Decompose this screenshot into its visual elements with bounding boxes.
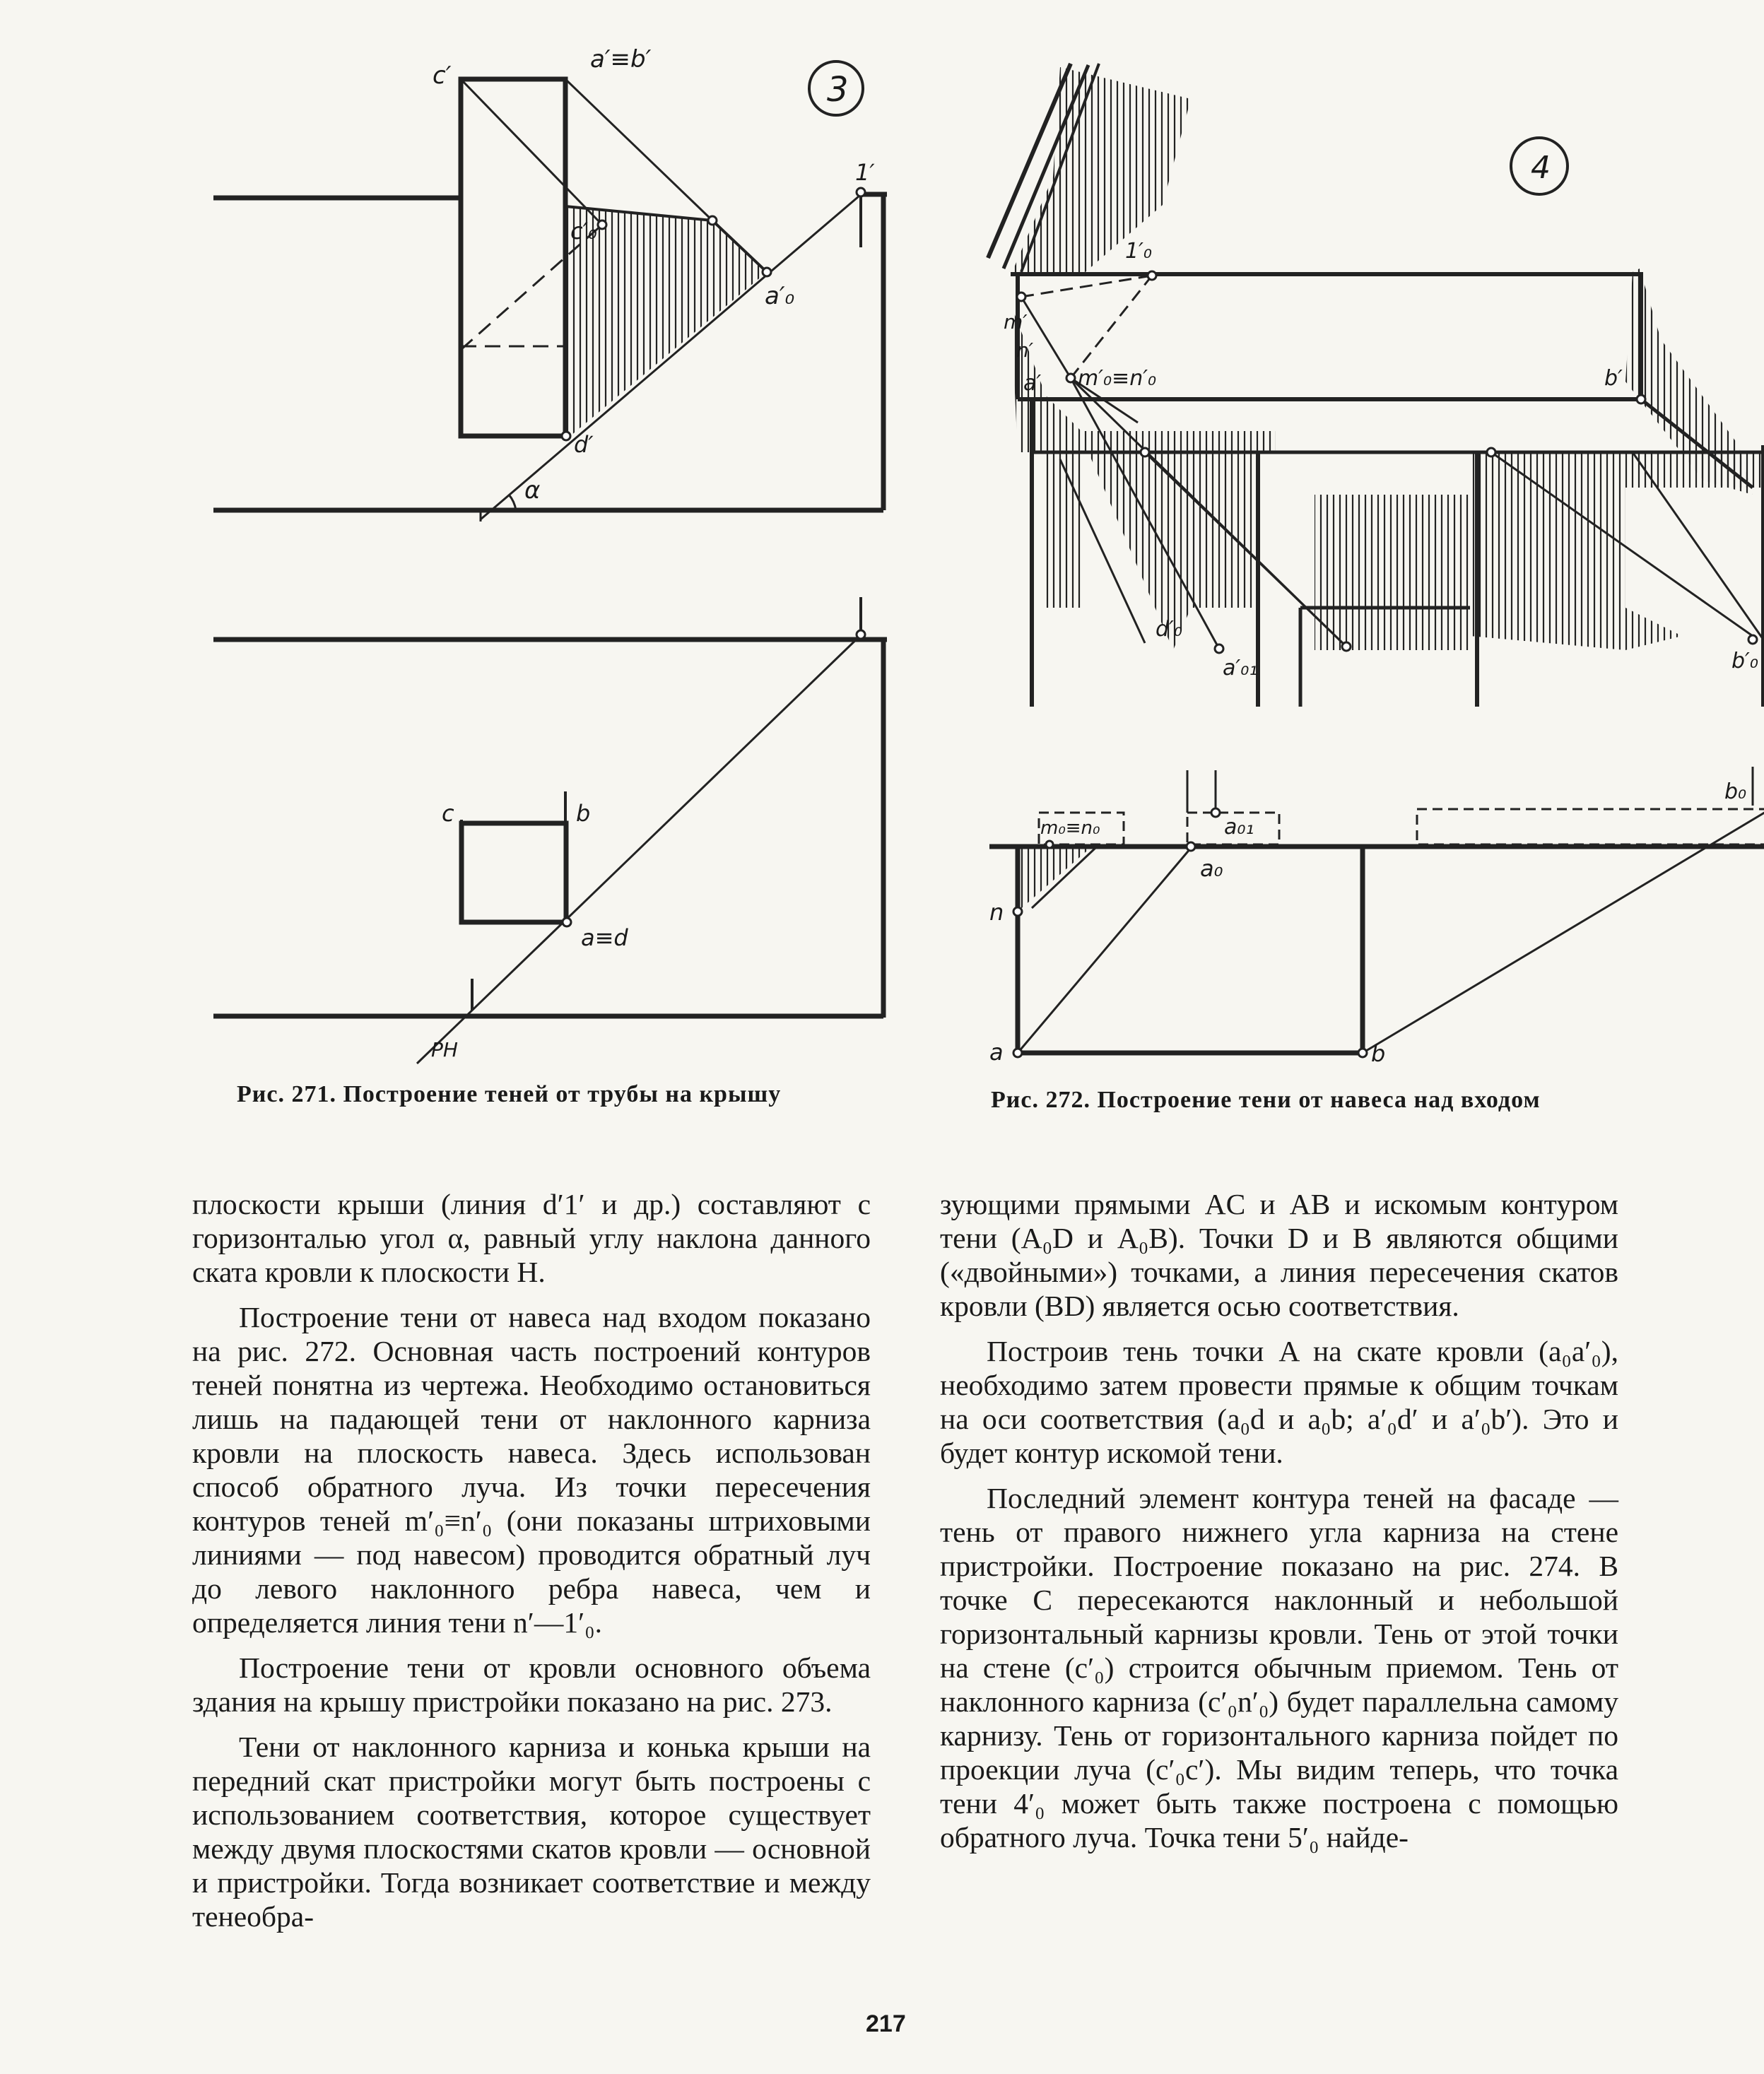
label-b-plan: b xyxy=(1371,1040,1386,1067)
label-ph: PH xyxy=(431,1038,458,1061)
label-a-plan: a xyxy=(989,1039,1004,1066)
figure-272 xyxy=(919,0,1764,1102)
paragraph: Построение тени от навеса над входом показано на рис. 272. Основная часть построений контуров теней понятна из чертежа. Необходимо остановиться лишь на падающей тени от наклонного карниза кровли на плоскость навеса. Здесь использован способ обратного луча. Из точки пересечения контуров теней m′₀≡n′₀ (они показаны штриховыми линиями — под навесом) проводится обратный луч до левого наклонного ребра навеса, чем и определяется линия тени n′—1′₀. xyxy=(192,1301,871,1639)
label-mn0: m₀≡n₀ xyxy=(1040,818,1100,839)
label-c-prime: c′ xyxy=(433,61,452,90)
paragraph: зующими прямыми AC и AB и искомым контуром тени (A₀D и A₀B). Точки D и B являются общими («двойными») точками, а линия пересечения скатов кровли (BD) является осью соответствия. xyxy=(940,1188,1618,1322)
label-b-prime: b′ xyxy=(1604,366,1623,391)
text-column-right xyxy=(940,1187,1618,1866)
label-1-prime: 1′ xyxy=(855,159,875,186)
label-a01-prime: a′₀₁ xyxy=(1223,656,1258,680)
text-column-left xyxy=(192,1187,871,1945)
label-d-prime: d′ xyxy=(574,431,594,458)
paragraph: плоскости крыши (линия d′1′ и др.) составляют с горизонталью угол α, равный углу наклона данного ската кровли к плоскости H. xyxy=(192,1188,871,1288)
label-n-plan: n xyxy=(989,899,1004,926)
label-a0: a′₀ xyxy=(765,282,795,310)
label-ab-prime: a′≡b′ xyxy=(590,45,652,73)
paragraph: Тени от наклонного карниза и конька крыши на передний скат пристройки могут быть построены с использованием соответствия, которое существует между двумя плоскостями скатов кровли — основной и пристройки. Тогда возникает соответствие и между тенеобра- xyxy=(192,1731,871,1933)
label-mn: m′₀≡n′₀ xyxy=(1078,366,1157,391)
label-d0: d′₀ xyxy=(1156,617,1182,642)
figure-272-drawing xyxy=(919,0,1764,1102)
paragraph: Построив тень точки A на скате кровли (a₀a′₀), необходимо затем провести прямые к общим точкам на оси соответствия (a₀d и a₀b; a′₀d′ и a′₀b′). Это и будет контур искомой тени. xyxy=(940,1335,1618,1469)
label-b0: b₀ xyxy=(1724,779,1747,804)
label-b: b xyxy=(576,800,591,827)
label-c: c xyxy=(442,800,454,827)
caption-272: Рис. 272. Построение тени от навеса над входом xyxy=(991,1087,1541,1113)
label-a01: a₀₁ xyxy=(1224,815,1254,839)
label-m: m′ xyxy=(1004,310,1028,334)
label-n: n′ xyxy=(1016,338,1034,362)
label-a0: a₀ xyxy=(1200,855,1223,882)
label-b0-prime: b′₀ xyxy=(1731,649,1758,673)
paragraph: Построение тени от кровли основного объема здания на крышу пристройки показано на рис. 273. xyxy=(192,1651,871,1718)
label-alpha: α xyxy=(524,476,541,505)
caption-271: Рис. 271. Построение теней от трубы на крышу xyxy=(237,1081,782,1107)
label-ad: a≡d xyxy=(581,924,628,951)
figure-271-drawing xyxy=(0,0,919,1074)
badge-number: 4 xyxy=(1531,150,1551,186)
page-number: 217 xyxy=(866,2010,906,2037)
label-c0: c′₀ xyxy=(570,218,597,244)
figure-271 xyxy=(0,0,919,1074)
label-1-0: 1′₀ xyxy=(1125,239,1152,264)
badge-number: 3 xyxy=(827,70,849,110)
label-a-prime: a′ xyxy=(1023,371,1042,396)
paragraph: Последний элемент контура теней на фасаде — тень от правого нижнего угла карниза на стене пристройки. Построение показано на рис. 274. В точке C пересекаются наклонный и небольшой горизонтальный карнизы кровли. Тень от этой точки на стене (c′₀) строится обычным приемом. Тень от наклонного карниза (c′₀n′₀) будет параллельна самому карнизу. Тень от горизонтального карниза пойдет по проекции луча (c′₀c′). Мы видим теперь, что точка тени 4′₀ может быть также построена с помощью обратного луча. Точка тени 5′₀ найде- xyxy=(940,1482,1618,1854)
